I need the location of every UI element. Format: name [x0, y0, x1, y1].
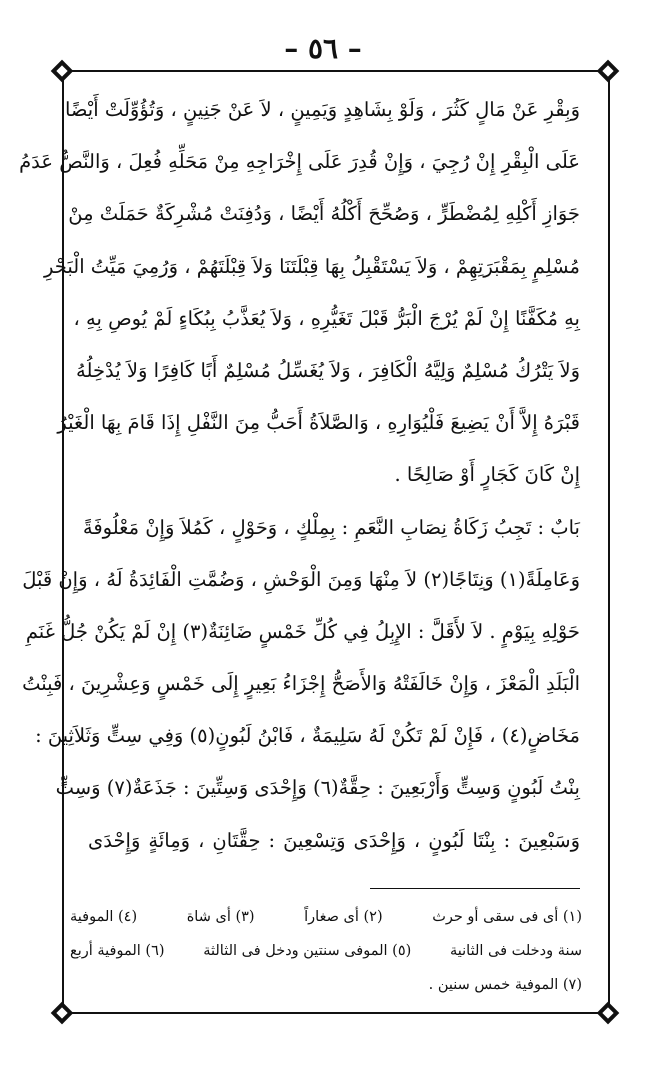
text-line: حَوْلِهِ بِيَوْمٍ . لاَ لأَقَلَّ : الإِبِلُ فِي كُلِّ خَمْسٍ ضَائِنَةٌ(٣) إِنْ لَمْ يَكُنْ جُلُّ غَنَمِ	[25, 619, 580, 643]
text-line: مُسْلِمٍ بِمَقْبَرَتِهِمْ ، وَلاَ يَسْتَقْبِلُ بِهَا قِبْلَتَنَا وَلاَ قِبْلَتَهُمْ ، وَرُمِيَ مَيِّتُ الْبَحْرِ	[44, 254, 580, 278]
text-line: مَخَاضٍ(٤) ، فَإِنْ لَمْ تَكُنْ لَهُ سَلِيمَةٌ ، فَابْنُ لَبُونٍ(٥) وَفِي سِتٍّ وَثَلاَثِينَ :	[35, 724, 580, 748]
footnote: (٤) الموفية	[70, 909, 138, 925]
section-heading-line: بَابٌ : تَجِبُ زَكَاةُ نِصَابِ النَّعَمِ : بِمِلْكٍ ، وَحَوْلٍ ، كَمُلاَ وَإِنْ مَعْلُوفَةً	[82, 515, 580, 539]
text-line: وَعَامِلَةً(١) وَنِتَاجًا(٢) لاَ مِنْهَا وَمِنَ الْوَحْشِ ، وَضُمَّتِ الْفَائِدَةُ لَهُ ، وَإِنْ قَبْلَ	[22, 567, 580, 591]
text-line: بِهِ مُكَفَّنًا إِنْ لَمْ يُرْجَ الْبَرُّ قَبْلَ تَغَيُّرِهِ ، وَلاَ يُعَذَّبُ بِبُكَاءٍ لَمْ يُوصِ بِهِ ،	[73, 306, 580, 330]
text-line: قَبْرَهُ إِلاَّ أَنْ يَضِيعَ فَلْيُوَارِهِ ، وَالصَّلاَةُ أَحَبُّ مِنَ النَّفْلِ إِذَا قَامَ بِهَا الْغَيْرُ	[57, 411, 580, 435]
text-line: عَلَى الْبِقْرِ إِنْ رُجِيَ ، وَإِنْ قُدِرَ عَلَى إِخْرَاجِهِ مِنْ مَحَلِّهِ فُعِلَ ، وَالنَّصُّ عَدَمُ	[19, 150, 580, 174]
left-border-rule	[62, 72, 64, 1012]
corner-ornament-icon	[51, 1002, 74, 1025]
footnote: (١) أى فى سقى أو حرث	[432, 909, 582, 925]
footnote: (٢) أى صغاراً	[304, 909, 383, 925]
text-line: وَسَبْعِينَ : بِنْتَا لَبُونٍ ، وَإِحْدَى وَتِسْعِينَ : حِقَّتَانِ ، وَمِائَةٍ وَإِحْدَى	[88, 828, 580, 852]
text-line: بِنْتُ لَبُونٍ وَسِتٍّ وَأَرْبَعِينَ : حِقَّةٌ(٦) وَإِحْدَى وَسِتِّينَ : جَذَعَةٌ(٧) وَسِتٍّ	[55, 776, 580, 800]
footnote: (٣) أى شاة	[186, 909, 255, 925]
right-border-rule	[608, 72, 610, 1012]
footnote-line	[70, 900, 582, 934]
text-line: جَوَازِ أَكْلِهِ لِمُضْطَرٍّ ، وَصُحِّحَ أَكْلُهُ أَيْضًا ، وَدُفِنَتْ مُشْرِكَةٌ حَمَلَتْ مِنْ	[68, 202, 580, 226]
main-text-block	[19, 84, 580, 867]
bottom-border-rule	[62, 1012, 610, 1014]
corner-ornament-icon	[597, 1002, 620, 1025]
footnote: (٦) الموفية أربع	[70, 943, 165, 959]
text-line: إِنْ كَانَ كَجَارٍ أَوْ صَالِحًا .	[394, 463, 580, 487]
footnote: (٥) الموفى سنتين ودخل فى الثالثة	[203, 943, 412, 959]
footnote-line	[70, 934, 582, 968]
footnote-line	[70, 968, 582, 1002]
top-border-rule	[62, 70, 610, 72]
footnote: (٧) الموفية خمس سنين .	[428, 977, 582, 993]
text-line: وَلاَ يَتْرُكُ مُسْلِمٌ وَلِيَّهُ الْكَافِرَ ، وَلاَ يُغَسِّلُ مُسْلِمٌ أَبًا كَافِرًا وَلاَ يُدْخِلُهُ	[76, 358, 580, 382]
text-line: الْبَلَدِ الْمَعْزَ ، وَإِنْ خَالَفَتْهُ وَالأَصَحُّ إِجْزَاءُ بَعِيرٍ إِلَى خَمْسٍ وَعِشْرِينَ ، فَبِنْتُ	[22, 672, 580, 696]
page-number: – ٥٦ –	[284, 32, 362, 65]
footnotes	[70, 900, 582, 1002]
footnote-divider	[370, 888, 580, 889]
footnote: سنة ودخلت فى الثانية	[449, 943, 582, 959]
text-line: وَبِقْرِ عَنْ مَالٍ كَثُرَ ، وَلَوْ بِشَاهِدٍ وَيَمِينٍ ، لاَ عَنْ جَنِينٍ ، وَتُؤُوِّلَتْ أَيْضًا	[64, 98, 580, 121]
